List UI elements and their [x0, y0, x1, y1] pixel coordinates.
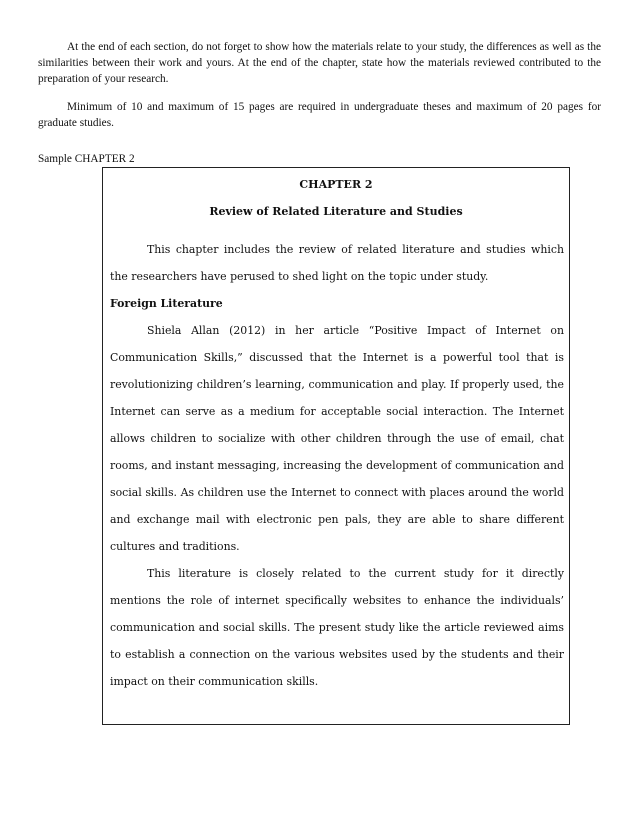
literature-relation-paragraph: This literature is closely related to the current study for it directly mentions the role of internet specifically websites to enhance the individuals’ communication and social skills. The present study like the article reviewed aims to establish a connection on the various websites used by the students and their impact on their communication skills.: [110, 567, 564, 688]
section-heading-foreign-literature: Foreign Literature: [110, 297, 223, 310]
sample-chapter-box: [102, 167, 570, 725]
intro-paragraph-2: Minimum of 10 and maximum of 15 pages are required in undergraduate theses and maximum of 20 pages for graduate studies.: [38, 101, 601, 129]
intro-paragraph-1: At the end of each section, do not forget to show how the materials relate to your study, the differences as well as the similarities between their work and yours. At the end of the chapter, state how the materials reviewed contributed to the preparation of your research.: [38, 41, 601, 85]
literature-paragraph-allan: Shiela Allan (2012) in her article “Positive Impact of Internet on Communication Skills,” discussed that the Internet is a powerful tool that is revolutionizing children’s learning, communication and play. If properly used, the Internet can serve as a medium for acceptable social interaction. The Internet allows children to socialize with other children through the use of email, chat rooms, and instant messaging, increasing the development of communication and social skills. As children use the Internet to connect with places around the world and exchange mail with electronic pen pals, they are able to share different cultures and traditions.: [110, 324, 564, 553]
chapter-intro-paragraph: This chapter includes the review of related literature and studies which the researchers have perused to shed light on the topic under study.: [110, 243, 564, 283]
sample-label: Sample CHAPTER 2: [38, 153, 135, 165]
chapter-subtitle: Review of Related Literature and Studies: [209, 205, 463, 218]
chapter-title: CHAPTER 2: [299, 178, 373, 191]
